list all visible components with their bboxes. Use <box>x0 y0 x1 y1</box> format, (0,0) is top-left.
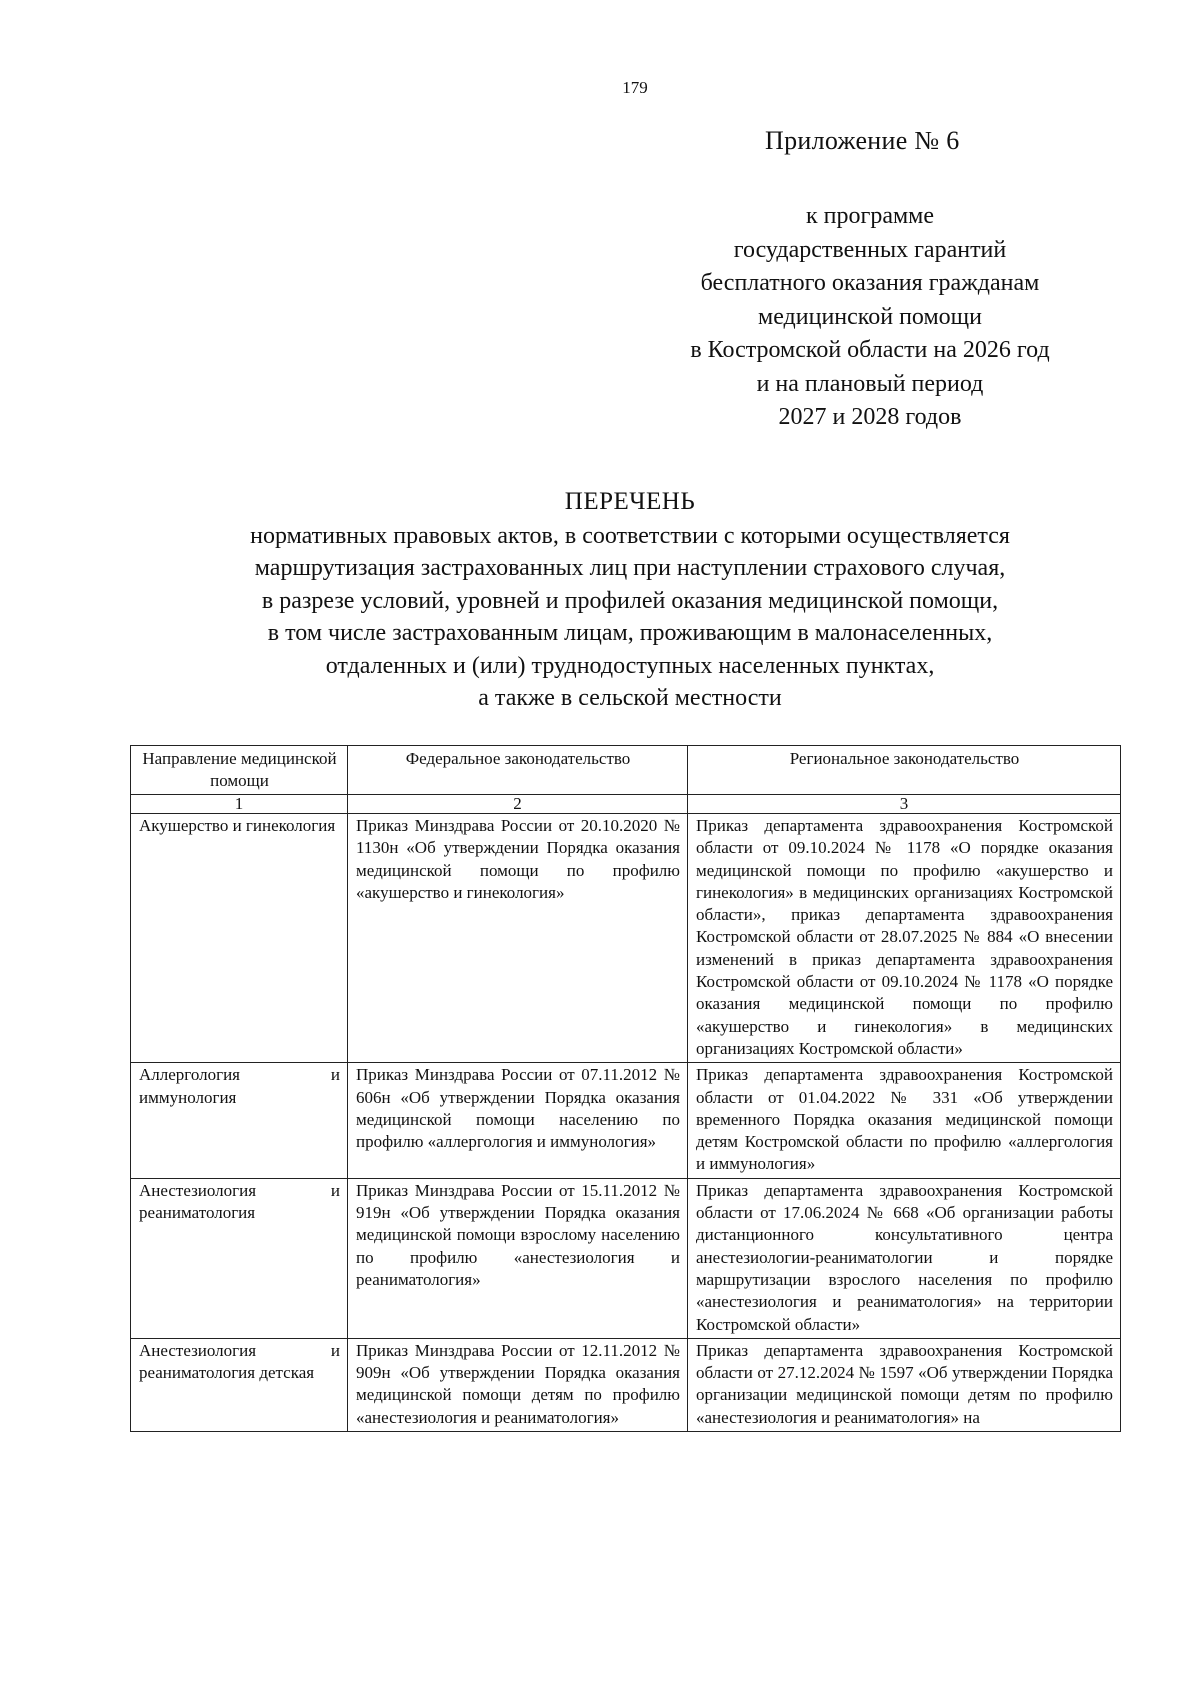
header-regional: Региональное законодательство <box>688 746 1121 795</box>
table-row <box>131 1338 1121 1431</box>
header-direction: Направление медицинской помощи <box>131 746 348 795</box>
table-row <box>131 1178 1121 1338</box>
legal-acts-table <box>130 745 1121 1432</box>
federal-cell: Приказ Минздрава России от 15.11.2012 № 919н «Об утверждении Порядка оказания медицинской помощи взрослому населению по профилю «анестезиология и реаниматология» <box>348 1178 688 1338</box>
column-number: 3 <box>688 795 1121 814</box>
heading-line: отдаленных и (или) труднодоступных населенных пунктах, <box>325 652 935 679</box>
federal-cell: Приказ Минздрава России от 20.10.2020 № 1130н «Об утверждении Порядка оказания медицинской помощи по профилю «акушерство и гинекология» <box>348 814 688 1063</box>
direction-cell: Аллергология и иммунология <box>131 1063 348 1178</box>
regional-cell: Приказ департамента здравоохранения Костромской области от 09.10.2024 № 1178 «О порядке оказания медицинской помощи по профилю «акушерство и гинекология» в медицинских организациях Костромской области», приказ департамента здравоохранения Костромской области от 28.07.2025 № 884 «О внесении изменений в приказ департамента здравоохранения Костромской области от 09.10.2024 № 1178 «О порядке оказания медицинской помощи по профилю «акушерство и гинекология» в медицинских организациях Костромской области» <box>688 814 1121 1063</box>
appendix-title: Приложение № 6 <box>765 126 960 155</box>
appendix-line: государственных гарантий <box>733 236 1007 263</box>
federal-cell: Приказ Минздрава России от 07.11.2012 № 606н «Об утверждении Порядка оказания медицинской помощи населению по профилю «аллергология и иммунология» <box>348 1063 688 1178</box>
direction-cell: Анестезиология и реаниматология <box>131 1178 348 1338</box>
regional-cell: Приказ департамента здравоохранения Костромской области от 01.04.2022 № 331 «Об утверждении временного Порядка оказания медицинской помощи детям Костромской области по профилю «аллергология и иммунология» <box>688 1063 1121 1178</box>
column-number: 2 <box>348 795 688 814</box>
appendix-line: 2027 и 2028 годов <box>778 404 962 430</box>
table-row <box>131 1063 1121 1178</box>
appendix-line: медицинской помощи <box>758 303 982 330</box>
regional-cell: Приказ департамента здравоохранения Костромской области от 17.06.2024 № 668 «Об организации работы дистанционного консультативного центра анестезиологии-реаниматологии и порядке маршрутизации взрослого населения по профилю «анестезиология и реаниматология» на территории Костромской области» <box>688 1178 1121 1338</box>
appendix-line: к программе <box>805 203 935 229</box>
header-federal: Федеральное законодательство <box>348 746 688 795</box>
direction-cell: Анестезиология и реаниматология детская <box>131 1338 348 1431</box>
heading-line: маршрутизация застрахованных лиц при наступлении страхового случая, <box>254 555 1006 581</box>
appendix-line: в Костромской области на 2026 год <box>690 337 1050 363</box>
heading-line: а также в сельской местности <box>478 685 782 711</box>
appendix-line: бесплатного оказания гражданам <box>700 270 1040 296</box>
federal-cell: Приказ Минздрава России от 12.11.2012 № 909н «Об утверждении Порядка оказания медицинской помощи детям по профилю «анестезиология и реаниматология» <box>348 1338 688 1431</box>
column-number: 1 <box>131 795 348 814</box>
appendix-line: и на плановый период <box>756 370 984 397</box>
column-number-row <box>131 795 1121 814</box>
heading-line: нормативных правовых актов, в соответствии с которыми осуществляется <box>250 522 1010 549</box>
table-row <box>131 814 1121 1063</box>
regional-cell: Приказ департамента здравоохранения Костромской области от 27.12.2024 № 1597 «Об утверждении Порядка организации медицинской помощи детям по профилю «анестезиология и реаниматология» на <box>688 1338 1121 1431</box>
heading-line: в разрезе условий, уровней и профилей оказания медицинской помощи, <box>261 587 999 614</box>
heading-line: в том числе застрахованным лицам, проживающим в малонаселенных, <box>267 620 993 646</box>
appendix-subtitle <box>620 200 1120 435</box>
document-heading <box>130 486 1130 715</box>
page-number: 179 <box>622 78 648 97</box>
direction-cell: Акушерство и гинекология <box>131 814 348 1063</box>
table-header-row <box>131 746 1121 795</box>
document-title: ПЕРЕЧЕНЬ <box>564 488 696 515</box>
